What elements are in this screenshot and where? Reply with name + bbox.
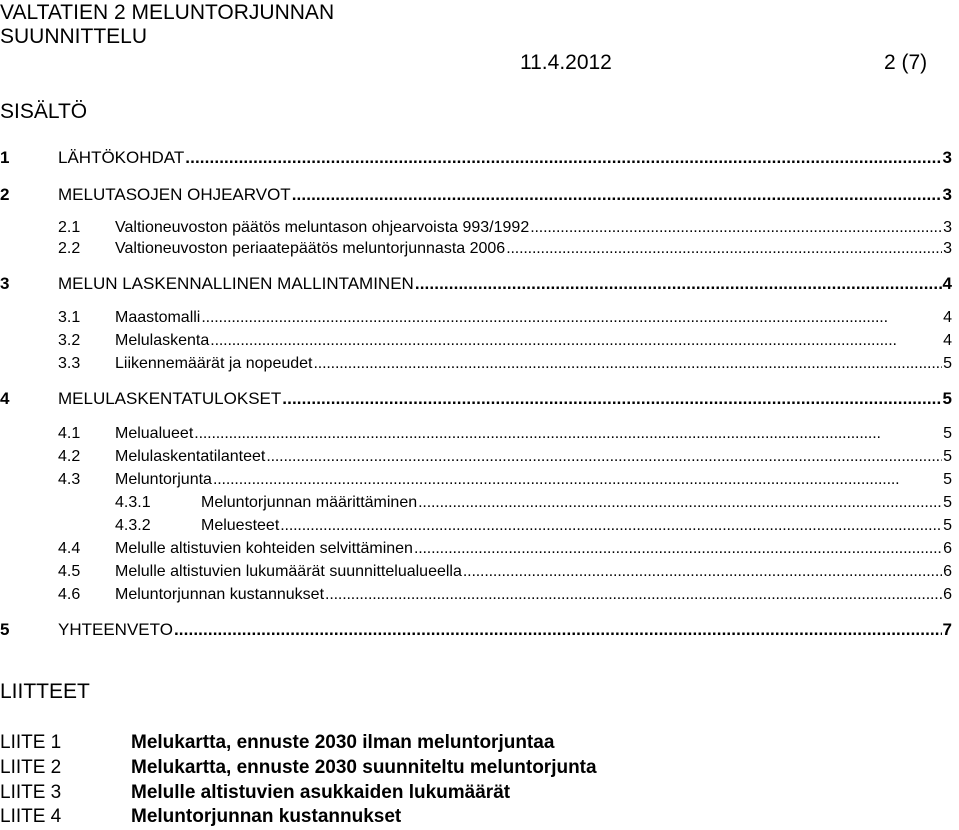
toc-entry-number: 4.1 xyxy=(58,425,81,442)
toc-entry-title: MELUN LASKENNALLINEN MALLINTAMINEN xyxy=(58,274,414,293)
toc-entry-title: Meluntorjunnan määrittäminen xyxy=(201,494,418,511)
toc-leader xyxy=(292,185,942,205)
toc-entry-title: MELUTASOJEN OHJEARVOT xyxy=(58,185,291,204)
appendix-description: Melukartta, ennuste 2030 suunniteltu meluntorjunta xyxy=(131,757,597,778)
toc-entry-page: 5 xyxy=(943,425,952,442)
toc-entry[interactable] xyxy=(115,517,952,535)
toc-entry-title: Liikennemäärät ja nopeudet xyxy=(115,355,313,372)
toc-entry[interactable] xyxy=(58,540,952,558)
toc-entry-page: 3 xyxy=(942,148,952,167)
toc-entry-title: Meluntorjunta xyxy=(115,471,212,488)
toc-entry-title: Valtioneuvoston päätös meluntason ohjearvoista 993/1992 xyxy=(115,219,530,236)
toc-entry-number: 4.4 xyxy=(58,540,81,557)
toc-entry-page: 5 xyxy=(943,517,952,534)
toc-entry-page: 6 xyxy=(943,540,952,557)
toc-entry-page: 4 xyxy=(943,309,952,326)
toc-entry[interactable] xyxy=(58,309,952,327)
toc-leader xyxy=(174,620,942,640)
toc-entry-title: Meluesteet xyxy=(201,517,280,534)
toc-entry-number: 3.2 xyxy=(58,332,81,349)
toc-entry-number: 1 xyxy=(0,148,10,167)
toc-entry-page: 5 xyxy=(943,448,952,465)
toc-entry-page: 5 xyxy=(943,494,952,511)
toc-entry-title: Maastomalli xyxy=(115,309,201,326)
toc-entry-page: 5 xyxy=(943,355,952,372)
toc-entry-number: 2.1 xyxy=(58,219,81,236)
toc-entry[interactable] xyxy=(115,494,952,512)
toc-leader xyxy=(266,448,942,466)
toc-entry-title: Meluntorjunnan kustannukset xyxy=(115,586,325,603)
toc-entry-number: 4.5 xyxy=(58,563,81,580)
toc-entry[interactable] xyxy=(58,563,952,581)
toc-entry[interactable] xyxy=(0,620,952,640)
toc-entry-page: 4 xyxy=(942,274,952,293)
toc-entry-number: 4.6 xyxy=(58,586,81,603)
appendix-heading: LIITTEET xyxy=(0,680,90,703)
toc-entry[interactable] xyxy=(58,425,952,443)
toc-leader xyxy=(282,389,941,409)
toc-leader xyxy=(201,309,942,327)
document-title-line2: SUUNNITTELU xyxy=(0,25,148,48)
toc-entry-title: LÄHTÖKOHDAT xyxy=(58,148,185,167)
toc-entry-page: 3 xyxy=(943,240,952,257)
toc-entry[interactable] xyxy=(58,448,952,466)
toc-entry-number: 2 xyxy=(0,185,10,204)
toc-entry-number: 3.3 xyxy=(58,355,81,372)
toc-entry-page: 6 xyxy=(943,586,952,603)
toc-leader xyxy=(463,563,942,581)
appendix-label: LIITE 1 xyxy=(0,732,62,753)
toc-entry-page: 7 xyxy=(942,620,952,639)
toc-entry-title: Melualueet xyxy=(115,425,194,442)
toc-entry-number: 2.2 xyxy=(58,240,81,257)
toc-entry-number: 4.3 xyxy=(58,471,81,488)
toc-entry-title: Melulle altistuvien lukumäärät suunnittelualueella xyxy=(115,563,462,580)
toc-heading: SISÄLTÖ xyxy=(0,100,88,123)
document-date: 11.4.2012 xyxy=(520,51,612,74)
toc-leader xyxy=(210,332,942,350)
toc-entry-number: 4.3.1 xyxy=(115,494,151,511)
toc-leader xyxy=(414,540,942,558)
toc-entry[interactable] xyxy=(0,274,952,294)
toc-entry-title: YHTEENVETO xyxy=(58,620,173,639)
toc-entry-number: 4.3.2 xyxy=(115,517,151,534)
toc-leader xyxy=(530,219,942,237)
toc-entry[interactable] xyxy=(0,389,952,409)
toc-entry-title: Valtioneuvoston periaatepäätös meluntorjunnasta 2006 xyxy=(115,240,506,257)
toc-leader xyxy=(185,148,941,168)
toc-entry-page: 3 xyxy=(943,219,952,236)
toc-leader xyxy=(415,274,942,294)
appendix-label: LIITE 4 xyxy=(0,806,62,827)
toc-leader xyxy=(418,494,942,512)
toc-entry[interactable] xyxy=(0,185,952,205)
toc-entry[interactable] xyxy=(58,586,952,604)
appendix-description: Melukartta, ennuste 2030 ilman meluntorjuntaa xyxy=(131,732,555,753)
toc-entry-title: MELULASKENTATULOKSET xyxy=(58,389,282,408)
toc-entry-page: 3 xyxy=(942,185,952,204)
toc-leader xyxy=(325,586,942,604)
toc-leader xyxy=(194,425,942,443)
toc-entry[interactable] xyxy=(58,355,952,373)
toc-entry-number: 4.2 xyxy=(58,448,81,465)
toc-entry-page: 6 xyxy=(943,563,952,580)
toc-entry-title: Melulaskenta xyxy=(115,332,210,349)
toc-entry-page: 5 xyxy=(943,471,952,488)
toc-entry-number: 4 xyxy=(0,389,10,408)
toc-entry-number: 3.1 xyxy=(58,309,81,326)
toc-leader xyxy=(280,517,942,535)
toc-entry[interactable] xyxy=(58,219,952,237)
page-number: 2 (7) xyxy=(884,51,928,74)
toc-entry-title: Melulle altistuvien kohteiden selvittäminen xyxy=(115,540,413,557)
toc-entry-page: 4 xyxy=(943,332,952,349)
appendix-description: Meluntorjunnan kustannukset xyxy=(131,806,402,827)
toc-entry[interactable] xyxy=(58,471,952,489)
appendix-label: LIITE 2 xyxy=(0,757,62,778)
toc-entry-page: 5 xyxy=(942,389,952,408)
toc-entry[interactable] xyxy=(58,332,952,350)
toc-entry[interactable] xyxy=(0,148,952,168)
toc-entry-title: Melulaskentatilanteet xyxy=(115,448,266,465)
toc-leader xyxy=(313,355,942,373)
appendix-description: Melulle altistuvien asukkaiden lukumäärät xyxy=(131,782,511,803)
document-title-line1: VALTATIEN 2 MELUNTORJUNNAN xyxy=(0,1,335,24)
toc-entry-number: 3 xyxy=(0,274,10,293)
toc-entry-number: 5 xyxy=(0,620,10,639)
toc-entry[interactable] xyxy=(58,240,952,258)
toc-leader xyxy=(506,240,942,258)
toc-leader xyxy=(213,471,942,489)
appendix-label: LIITE 3 xyxy=(0,782,62,803)
